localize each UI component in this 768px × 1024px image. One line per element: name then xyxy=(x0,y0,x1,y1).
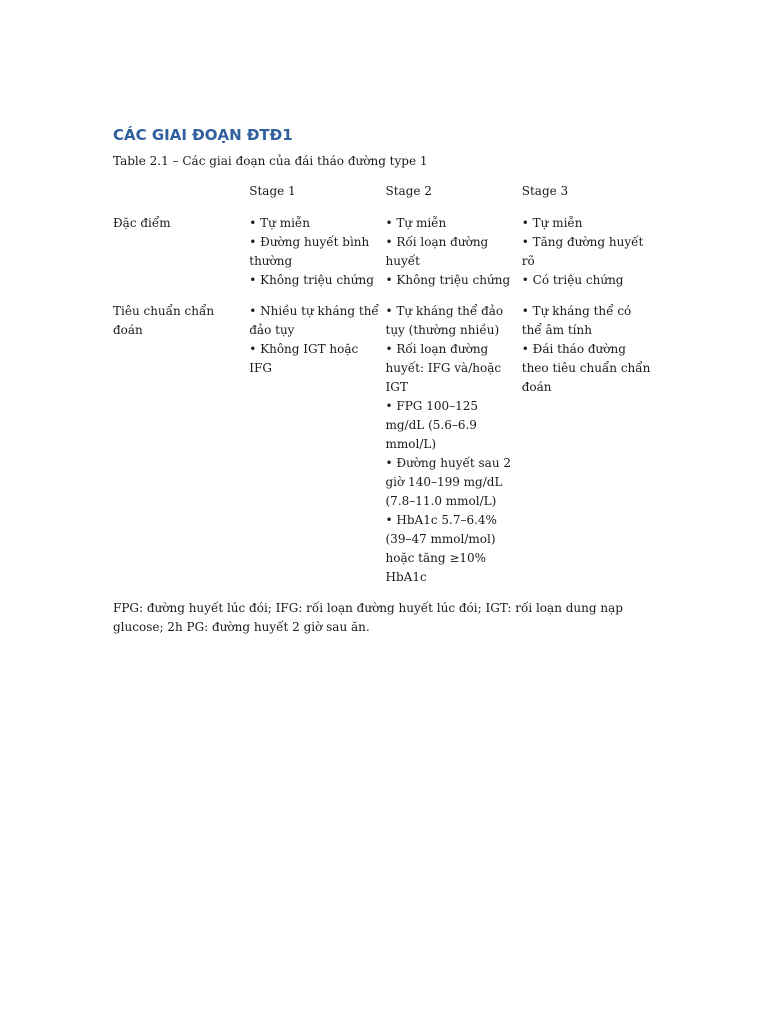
row-label: Tiêu chuẩn chẩn đoán xyxy=(113,304,215,337)
list-item: • Đường huyết bình thường xyxy=(249,235,370,268)
list-item: • Đường huyết sau 2 giờ 140–199 mg/dL (7.8–11.0 mmol/L) xyxy=(385,456,512,508)
row-label: Đặc điểm xyxy=(113,216,171,230)
table-cell xyxy=(522,214,658,302)
list-item: • Không triệu chứng xyxy=(385,273,511,287)
list-item: • Không IGT hoặc IFG xyxy=(249,342,359,375)
list-item: • FPG 100–125 mg/dL (5.6–6.9 mmol/L) xyxy=(385,399,479,451)
table-cell xyxy=(386,214,522,302)
table-cell xyxy=(249,302,385,587)
list-item: • Rối loạn đường huyết: IFG và/hoặc IGT xyxy=(385,342,502,394)
list-item: • Tự miễn xyxy=(521,216,583,230)
list-item: • Tự kháng thể đảo tụy (thường nhiều) xyxy=(385,304,504,337)
column-header-stage-3: Stage 3 xyxy=(521,184,569,198)
table-caption: Table 2.1 – Các giai đoạn của đái tháo đường type 1 xyxy=(113,154,428,168)
stages-table xyxy=(113,182,658,587)
table-cell xyxy=(249,214,385,302)
table-cell xyxy=(386,302,522,587)
corner-cell xyxy=(113,182,249,214)
table-header-row xyxy=(113,182,658,214)
table-row-characteristics xyxy=(113,214,658,302)
document-page xyxy=(113,124,658,649)
list-item: • Tăng đường huyết rõ xyxy=(521,235,644,268)
table-row-diagnostic-criteria xyxy=(113,302,658,587)
list-item: • Có triệu chứng xyxy=(521,273,624,287)
column-header-stage-2: Stage 2 xyxy=(385,184,432,198)
section-heading: CÁC GIAI ĐOẠN ĐTĐ1 xyxy=(113,126,293,144)
list-item: • Tự miễn xyxy=(385,216,447,230)
column-header-stage-1: Stage 1 xyxy=(249,184,296,198)
list-item: • Rối loạn đường huyết xyxy=(385,235,489,268)
list-item: • Tự miễn xyxy=(249,216,311,230)
table-cell xyxy=(522,302,658,587)
list-item: • HbA1c 5.7–6.4% (39–47 mmol/mol) hoặc tăng ≥10% HbA1c xyxy=(385,513,497,584)
list-item: • Nhiều tự kháng thể đảo tụy xyxy=(249,304,379,337)
list-item: • Không triệu chứng xyxy=(249,273,374,287)
list-item: • Đái tháo đường theo tiêu chuẩn chẩn đoán xyxy=(521,342,651,394)
table-footnote: FPG: đường huyết lúc đói; IFG: rối loạn đường huyết lúc đói; IGT: rối loạn dung nạp glucose; 2h PG: đường huyết 2 giờ sau ăn. xyxy=(113,601,623,634)
list-item: • Tự kháng thể có thể âm tính xyxy=(521,304,632,337)
